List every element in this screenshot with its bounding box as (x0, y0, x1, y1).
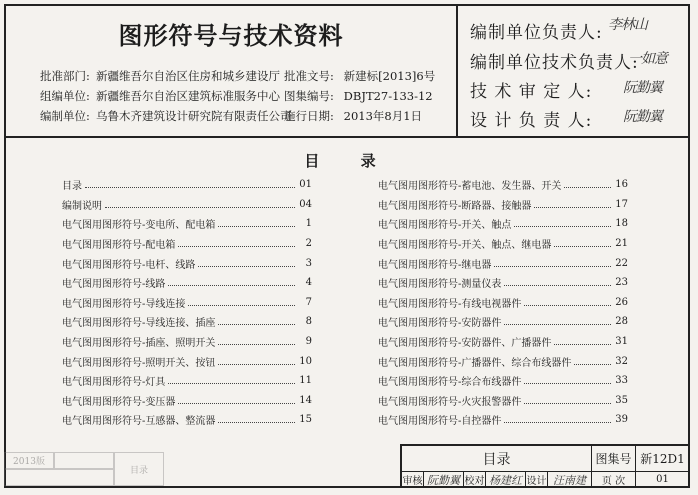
toc-entry-title: 电气图用图形符号-配电箱 (62, 240, 176, 252)
toc-entry-page: 4 (305, 277, 312, 289)
toc-entry-page: 33 (615, 375, 628, 387)
atlas-label: 图集号 (592, 446, 636, 472)
toc-entry-page: 17 (615, 198, 628, 210)
toc-entry[interactable] (62, 351, 312, 371)
responsibility-label: 设 计 负 责 人: (470, 111, 593, 131)
toc-entry-title: 电气图用图形符号-安防器件、广播器件 (378, 338, 552, 350)
toc-entry[interactable] (378, 351, 628, 371)
toc-leader-dots (85, 187, 295, 188)
toc-entry-page: 14 (299, 394, 312, 406)
compile-label: 编制单位: (40, 109, 90, 123)
toc-leader-dots (554, 246, 611, 247)
doc-no-label: 批准文号: (284, 69, 334, 83)
toc-entry-page: 16 (615, 179, 628, 191)
check-signature: 杨建红 (486, 472, 526, 488)
toc-leader-dots (218, 226, 295, 227)
signature: 阮勤翼 (623, 109, 662, 125)
toc-entry[interactable] (62, 312, 312, 332)
dept-label: 批准部门: (40, 69, 90, 83)
toc-entry[interactable] (378, 410, 628, 430)
toc-entry-title: 编制说明 (62, 200, 102, 212)
toc-leader-dots (524, 383, 611, 384)
toc-entry-title: 电气图用图形符号-继电器 (378, 259, 492, 271)
toc-leader-dots (494, 266, 611, 267)
toc-leader-dots (178, 403, 295, 404)
toc-entry[interactable] (62, 234, 312, 254)
toc-entry-title: 电气图用图形符号-蓄电池、发生器、开关 (378, 181, 562, 193)
toc-leader-dots (514, 226, 611, 227)
signature: 李林山 (608, 17, 647, 33)
toc-entry-title: 目录 (62, 181, 82, 193)
design-label: 设计 (526, 472, 548, 488)
toc-entry-page: 8 (305, 316, 312, 328)
check-label: 校对 (464, 472, 486, 488)
atlas-no-value: DBJT27-133-12 (343, 89, 433, 103)
toc-entry-title: 电气图用图形符号-电杆、线路 (62, 259, 196, 271)
title-block (400, 444, 690, 488)
toc-entry-page: 10 (299, 355, 312, 367)
org-value: 新疆维吾尔自治区建筑标准服务中心 (96, 89, 280, 103)
signature: 一如意 (628, 51, 667, 67)
toc-entry-title: 电气图用图形符号-综合布线器件 (378, 377, 522, 389)
toc-leader-dots (534, 207, 611, 208)
toc-entry-title: 电气图用图形符号-开关、触点 (378, 220, 512, 232)
toc-leader-dots (198, 266, 295, 267)
toc-leader-dots (524, 403, 611, 404)
toc-leader-dots (504, 422, 611, 423)
toc-entry-title: 电气图用图形符号-自控器件 (378, 416, 502, 428)
toc-entry-title: 电气图用图形符号-照明开关、按钮 (62, 357, 216, 369)
toc-entry[interactable] (378, 195, 628, 215)
toc-entry[interactable] (378, 332, 628, 352)
toc-left-column (62, 175, 312, 430)
toc-right-column (378, 175, 628, 430)
responsibility-row (470, 106, 618, 131)
toc-leader-dots (168, 383, 295, 384)
signature: 阮勤翼 (623, 80, 662, 96)
toc-entry[interactable] (62, 214, 312, 234)
approval-line-1 (40, 68, 435, 84)
toc-entry-page: 18 (615, 218, 628, 230)
toc-leader-dots (218, 324, 295, 325)
toc-entry-title: 电气图用图形符号-导线连接 (62, 298, 186, 310)
toc-entry-title: 电气图用图形符号-变电所、配电箱 (62, 220, 216, 232)
toc-entry-title: 电气图用图形符号-有线电视器件 (378, 298, 522, 310)
responsibility-row (470, 77, 618, 102)
review-label: 审核 (402, 472, 424, 488)
toc-entry-page: 35 (615, 394, 628, 406)
toc-leader-dots (188, 305, 295, 306)
toc-entry[interactable] (378, 293, 628, 313)
header-info-panel (4, 4, 458, 138)
toc-leader-dots (524, 305, 611, 306)
approval-line-3 (40, 108, 422, 124)
toc-entry[interactable] (62, 175, 312, 195)
toc-entry-page: 3 (305, 257, 312, 269)
toc-entry-title: 电气图用图形符号-变压器 (62, 396, 176, 408)
toc-entry[interactable] (62, 195, 312, 215)
faint-cell (54, 452, 114, 469)
toc-entry[interactable] (378, 234, 628, 254)
responsibility-label: 编制单位负责人: (470, 23, 603, 43)
toc-entry-title: 电气图用图形符号-火灾报警器件 (378, 396, 522, 408)
toc-leader-dots (218, 344, 295, 345)
toc-leader-dots (218, 422, 295, 423)
toc-leader-dots (554, 344, 611, 345)
toc-entry-title: 电气图用图形符号-互感器、整流器 (62, 416, 216, 428)
toc-leader-dots (218, 364, 295, 365)
approval-line-2 (40, 88, 433, 104)
toc-entry[interactable] (378, 253, 628, 273)
toc-leader-dots (504, 285, 611, 286)
toc-entry[interactable] (378, 175, 628, 195)
compile-value: 乌鲁木齐建筑设计研究院有限责任公司 (96, 109, 292, 123)
toc-entry[interactable] (62, 293, 312, 313)
toc-leader-dots (178, 246, 295, 247)
toc-leader-dots (504, 324, 611, 325)
atlas-no-label: 图集编号: (284, 89, 334, 103)
toc-entry-page: 01 (299, 179, 312, 191)
toc-entry-title: 电气图用图形符号-开关、触点、继电器 (378, 240, 552, 252)
page-label: 页 次 (592, 472, 636, 488)
toc-entry-title: 电气图用图形符号-灯具 (62, 377, 166, 389)
responsibility-row (470, 18, 618, 43)
toc-entry[interactable] (62, 410, 312, 430)
page-title: 图形符号与技术资料 (118, 22, 344, 50)
design-signature: 汪南建 (548, 472, 592, 488)
toc-entry-page: 15 (299, 414, 312, 426)
dept-value: 新疆维吾尔自治区住房和城乡建设厅 (96, 69, 280, 83)
toc-entry-page: 21 (615, 238, 628, 250)
toc-entry[interactable] (378, 273, 628, 293)
toc-entry[interactable] (62, 273, 312, 293)
toc-entry-title: 电气图用图形符号-插座、照明开关 (62, 338, 216, 350)
toc-entry[interactable] (62, 391, 312, 411)
toc-entry-title: 电气图用图形符号-广播器件、综合布线器件 (378, 357, 572, 369)
faint-cell (4, 469, 114, 486)
responsibility-label: 技 术 审 定 人: (470, 82, 593, 102)
doc-no-value: 新建标[2013]6号 (343, 69, 436, 83)
toc-entry-page: 23 (615, 277, 628, 289)
toc-entry-page: 32 (615, 355, 628, 367)
toc-entry[interactable] (378, 371, 628, 391)
toc-entry[interactable] (378, 312, 628, 332)
toc-entry-title: 电气图用图形符号-导线连接、插座 (62, 318, 216, 330)
toc-entry-page: 7 (305, 296, 312, 308)
date-value: 2013年8月1日 (343, 109, 423, 123)
sheet-title: 目录 (402, 446, 592, 472)
toc-entry[interactable] (62, 332, 312, 352)
toc-entry-page: 31 (615, 336, 628, 348)
toc-entry-page: 2 (305, 238, 312, 250)
toc-leader-dots (574, 364, 611, 365)
atlas-value: 新12D1 (636, 446, 690, 472)
toc-entry-page: 1 (305, 218, 312, 230)
toc-entry[interactable] (378, 214, 628, 234)
date-label: 施行日期: (284, 109, 334, 123)
toc-entry[interactable] (378, 391, 628, 411)
responsibility-label: 编制单位技术负责人: (470, 53, 639, 73)
toc-entry-page: 26 (615, 296, 628, 308)
toc-leader-dots (168, 285, 295, 286)
toc-entry-title: 电气图用图形符号-断路器、接触器 (378, 200, 532, 212)
toc-entry[interactable] (62, 371, 312, 391)
toc-entry-page: 9 (305, 336, 312, 348)
org-label: 组编单位: (40, 89, 90, 103)
toc-entry-page: 28 (615, 316, 628, 328)
toc-entry-page: 22 (615, 257, 628, 269)
toc-entry-title: 电气图用图形符号-测量仪表 (378, 279, 502, 291)
toc-entry-page: 04 (299, 198, 312, 210)
toc-leader-dots (105, 207, 295, 208)
toc-entry-page: 11 (299, 375, 312, 387)
toc-entry-page: 39 (615, 414, 628, 426)
faint-title: 目录 (114, 452, 164, 486)
toc-entry[interactable] (62, 253, 312, 273)
faint-year: 2013版 (4, 452, 54, 469)
responsibility-row (470, 48, 639, 73)
toc-entry-title: 电气图用图形符号-线路 (62, 279, 166, 291)
page-value: 01 (636, 472, 690, 488)
faint-title-block (4, 452, 164, 486)
responsibility-panel (458, 4, 690, 138)
review-signature: 阮勤翼 (424, 472, 464, 488)
toc-entry-title: 电气图用图形符号-安防器件 (378, 318, 502, 330)
toc-heading: 目 录 (304, 152, 394, 170)
toc-leader-dots (564, 187, 611, 188)
